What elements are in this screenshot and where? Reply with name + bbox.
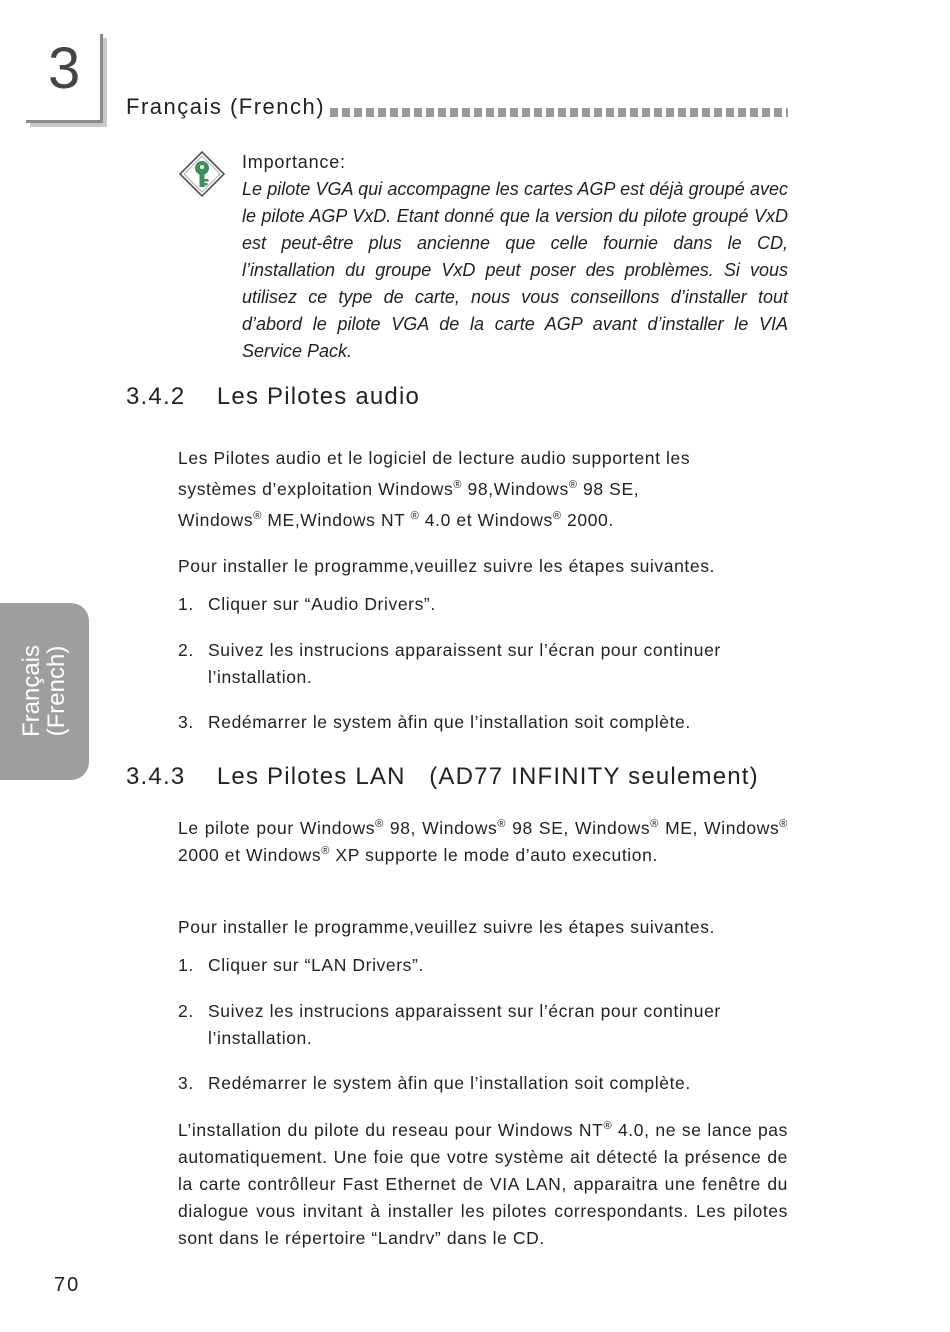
side-tab-line1: Français <box>17 644 45 738</box>
audio-step-2: 2. Suivez les instrucions apparaissent sur l’écran pour continuer l’installation. <box>178 640 721 687</box>
language-side-tab <box>0 603 89 780</box>
section-title-audio: 3.4.2 Les Pilotes audio <box>126 383 421 410</box>
section-title-lan: 3.4.3 Les Pilotes LAN (AD77 INFINITY seulement) <box>126 763 759 790</box>
lan-intro-paragraph: Le pilote pour Windows® 98, Windows® 98 SE, Windows® ME, Windows® 2000 et Windows® XP supporte le mode d’auto execution. <box>178 818 789 865</box>
lan-install-instruction: Pour installer le programme,veuillez suivre les étapes suivantes. <box>178 917 716 937</box>
chapter-number: 3 <box>48 36 81 101</box>
lan-nt-note-paragraph: L’installation du pilote du reseau pour Windows NT® 4.0, ne se lance pas automatiquement. Une foie que votre système ait détecté la présence de la carte contrôlleur Fast Ethernet de VIA LAN, apparaitra une fenêtre du dialogue vous invitant à installer les pilotes correspondants. Les pilotes sont dans le répertoire “Landrv” dans le CD. <box>178 1120 788 1248</box>
lan-step-1: 1. Cliquer sur “LAN Drivers”. <box>178 955 424 975</box>
audio-intro-paragraph: Les Pilotes audio et le logiciel de lecture audio supportent les systèmes d’exploitation Windows® 98,Windows® 98 SE, Windows® ME,Windows NT ® 4.0 et Windows® 2000. <box>178 448 691 530</box>
audio-step-3: 3. Redémarrer le system àfin que l’installation soit complète. <box>178 712 691 732</box>
page-header-title: Français (French) <box>126 94 326 119</box>
side-tab-label <box>19 645 69 737</box>
page-number: 70 <box>54 1274 81 1296</box>
note-heading: Importance: <box>242 152 346 172</box>
side-tab-line2: (French) <box>43 645 70 737</box>
header-dotted-rule <box>330 108 788 117</box>
audio-install-instruction: Pour installer le programme,veuillez suivre les étapes suivantes. <box>178 556 716 576</box>
key-lightbulb-icon <box>178 150 226 198</box>
lan-step-2: 2. Suivez les instrucions apparaissent sur l’écran pour continuer l’installation. <box>178 1001 721 1048</box>
note-text: Le pilote VGA qui accompagne les cartes AGP est déjà groupé avec le pilote AGP VxD. Etant donné que la version du pilote groupé VxD est peut-être plus ancienne que celle fournie dans le CD, l’installation du groupe VxD peut poser des problèmes. Si vous utilisez ce type de carte, nous vous conseillons d’installer tout d’abord le pilote VGA de la carte AGP avant d’installer le VIA Service Pack. <box>242 179 788 361</box>
lan-step-3: 3. Redémarrer le system àfin que l’installation soit complète. <box>178 1073 691 1093</box>
audio-step-1: 1. Cliquer sur “Audio Drivers”. <box>178 594 436 614</box>
